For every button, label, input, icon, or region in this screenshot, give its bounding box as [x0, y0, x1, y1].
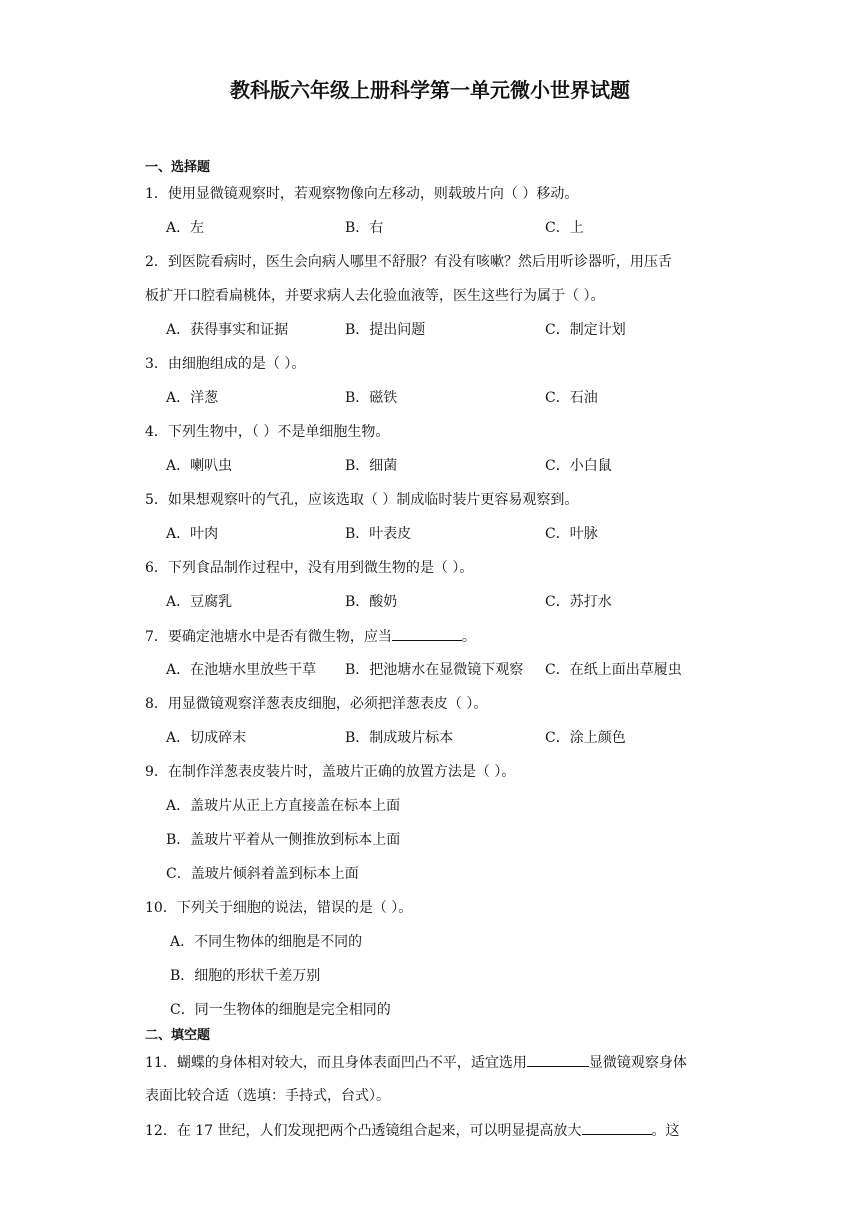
- section-heading-fill: 二、填空题: [145, 1028, 211, 1043]
- q2-option-c: C．制定计划: [545, 322, 626, 338]
- question-11-line-2: 表面比较合适（选填：手持式，台式）。: [145, 1088, 390, 1104]
- question-4: 4．下列生物中，（ ）不是单细胞生物。: [145, 424, 390, 440]
- question-6: 6．下列食品制作过程中，没有用到微生物的是（ ）。: [145, 560, 474, 576]
- q2-option-b: B．提出问题: [345, 322, 426, 338]
- q6-option-c: C．苏打水: [545, 594, 612, 610]
- question-10: 10．下列关于细胞的说法，错误的是（ ）。: [145, 900, 413, 916]
- question-12-text: 12．在 17 世纪，人们发现把两个凸透镜组合起来，可以明显提高放大: [145, 1123, 582, 1139]
- question-12-text-end: 。这: [651, 1123, 680, 1139]
- question-5: 5．如果想观察叶的气孔，应该选取（ ）制成临时装片更容易观察到。: [145, 492, 579, 508]
- question-9: 9．在制作洋葱表皮装片时，盖玻片正确的放置方法是（ ）。: [145, 764, 516, 780]
- q9-option-c: C．盖玻片倾斜着盖到标本上面: [166, 866, 359, 882]
- question-11-text-end: 显微镜观察身体: [588, 1055, 687, 1071]
- question-7-end: 。: [461, 629, 476, 645]
- q7-option-c: C．在纸上面出草履虫: [545, 662, 682, 678]
- q9-option-b: B．盖玻片平着从一侧推放到标本上面: [166, 832, 401, 848]
- answer-blank: [392, 626, 462, 641]
- question-8: 8．用显微镜观察洋葱表皮细胞，必须把洋葱表皮（ ）。: [145, 696, 488, 712]
- q3-option-b: B．磁铁: [345, 390, 398, 406]
- q10-option-c: C．同一生物体的细胞是完全相同的: [170, 1002, 391, 1018]
- question-11-line-1: [145, 1052, 687, 1073]
- question-11-text: 11．蝴蝶的身体相对较大，而且身体表面凹凸不平，适宜选用: [145, 1055, 527, 1071]
- q5-option-b: B．叶表皮: [345, 526, 412, 542]
- q1-option-b: B．右: [345, 220, 384, 236]
- question-2-line-1: 2．到医院看病时，医生会向病人哪里不舒服？有没有咳嗽？然后用听诊器听，用压舌: [145, 254, 672, 270]
- q6-option-a: A．豆腐乳: [166, 594, 233, 610]
- q7-option-a: A．在池塘水里放些干草: [166, 662, 317, 678]
- q1-option-c: C．上: [545, 220, 584, 236]
- q9-option-a: A．盖玻片从正上方直接盖在标本上面: [166, 798, 401, 814]
- q2-option-a: A．获得事实和证据: [166, 322, 289, 338]
- q4-option-c: C．小白鼠: [545, 458, 612, 474]
- question-2-line-2: 板扩开口腔看扁桃体，并要求病人去化验血液等，医生这些行为属于（ ）。: [145, 288, 605, 304]
- q4-option-b: B．细菌: [345, 458, 398, 474]
- q8-option-a: A．切成碎末: [166, 730, 247, 746]
- q5-option-c: C．叶脉: [545, 526, 598, 542]
- answer-blank: [582, 1120, 652, 1135]
- question-7-text: 7．要确定池塘水中是否有微生物，应当: [145, 629, 392, 645]
- q3-option-a: A．洋葱: [166, 390, 219, 406]
- q8-option-b: B．制成玻片标本: [345, 730, 454, 746]
- q3-option-c: C．石油: [545, 390, 598, 406]
- question-3: 3．由细胞组成的是（ ）。: [145, 356, 306, 372]
- q10-option-a: A．不同生物体的细胞是不同的: [170, 934, 363, 950]
- section-heading-choice: 一、选择题: [145, 160, 211, 175]
- q1-option-a: A．左: [166, 220, 205, 236]
- answer-blank: [527, 1052, 589, 1067]
- q5-option-a: A．叶肉: [166, 526, 219, 542]
- q10-option-b: B．细胞的形状千差万别: [170, 968, 321, 984]
- q4-option-a: A．喇叭虫: [166, 458, 233, 474]
- question-7: [145, 626, 476, 647]
- q7-option-b: B．把池塘水在显微镜下观察: [345, 662, 524, 678]
- question-1: 1．使用显微镜观察时，若观察物像向左移动，则载玻片向（ ）移动。: [145, 186, 579, 202]
- q8-option-c: C．涂上颜色: [545, 730, 626, 746]
- page-title: 教科版六年级上册科学第一单元微小世界试题: [230, 78, 630, 102]
- question-12: [145, 1120, 680, 1141]
- q6-option-b: B．酸奶: [345, 594, 398, 610]
